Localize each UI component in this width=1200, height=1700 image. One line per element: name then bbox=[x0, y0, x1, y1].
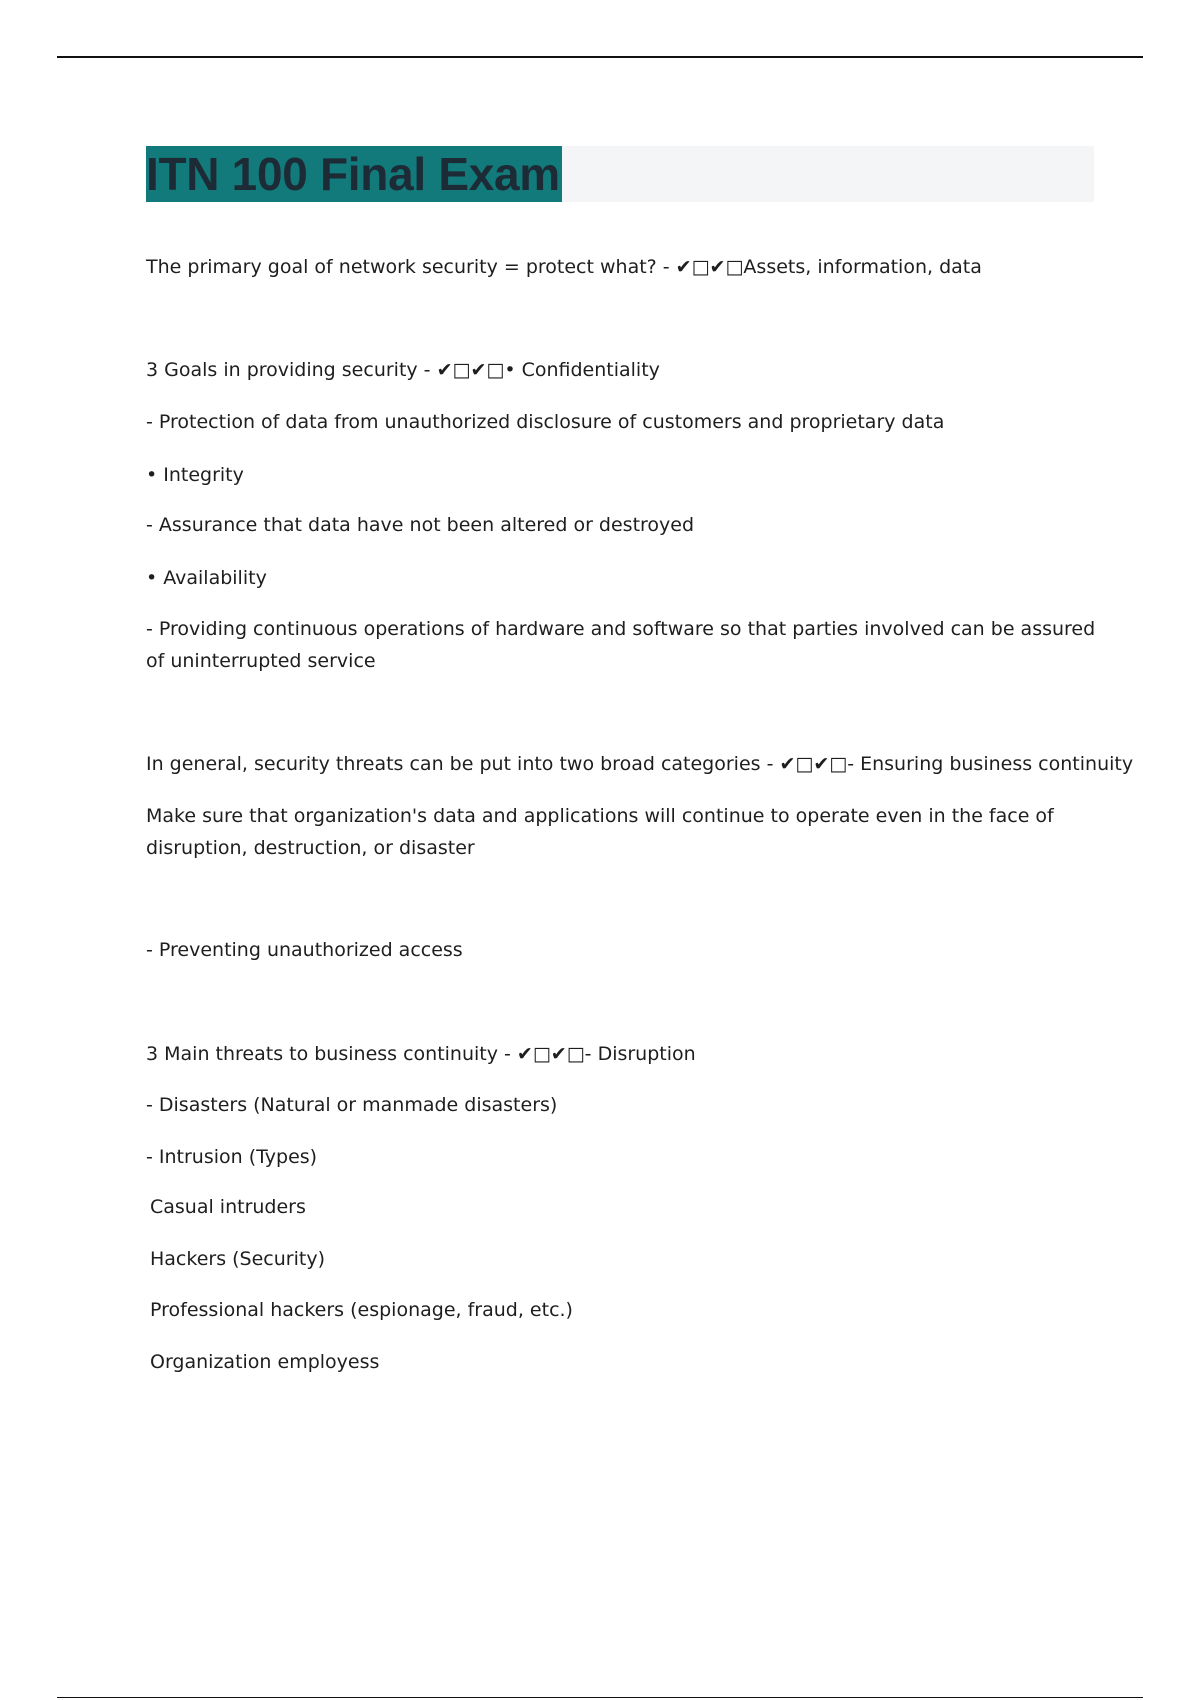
page-title: ITN 100 Final Exam bbox=[146, 148, 560, 200]
qa-line: Organization employess bbox=[150, 1351, 380, 1373]
qa-line: - Disasters (Natural or manmade disasters) bbox=[146, 1094, 558, 1116]
bottom-rule bbox=[57, 1697, 1143, 1698]
qa-line: The primary goal of network security = protect what? - ✔□✔□Assets, information, data bbox=[146, 256, 982, 278]
qa-line: • Availability bbox=[146, 567, 267, 589]
qa-line: - Providing continuous operations of hardware and software so that parties involved can be assured of uninterrupted service bbox=[146, 618, 1096, 672]
qa-line: Hackers (Security) bbox=[150, 1248, 325, 1270]
qa-line: • Integrity bbox=[146, 464, 244, 486]
qa-line: 3 Goals in providing security - ✔□✔□• Confidentiality bbox=[146, 359, 660, 381]
qa-line: Professional hackers (espionage, fraud, etc.) bbox=[150, 1299, 573, 1321]
qa-line: - Preventing unauthorized access bbox=[146, 939, 463, 961]
qa-line: Make sure that organization's data and applications will continue to operate even in the face of disruption, destruction, or disaster bbox=[146, 805, 1054, 859]
qa-line: - Assurance that data have not been altered or destroyed bbox=[146, 514, 695, 536]
qa-line: 3 Main threats to business continuity - ✔□✔□- Disruption bbox=[146, 1043, 696, 1065]
qa-line: In general, security threats can be put into two broad categories - ✔□✔□- Ensuring business continuity bbox=[146, 753, 1134, 775]
qa-line: - Protection of data from unauthorized disclosure of customers and proprietary data bbox=[146, 411, 945, 433]
top-rule bbox=[57, 56, 1143, 58]
qa-line: Casual intruders bbox=[150, 1196, 306, 1218]
qa-line: - Intrusion (Types) bbox=[146, 1146, 318, 1168]
